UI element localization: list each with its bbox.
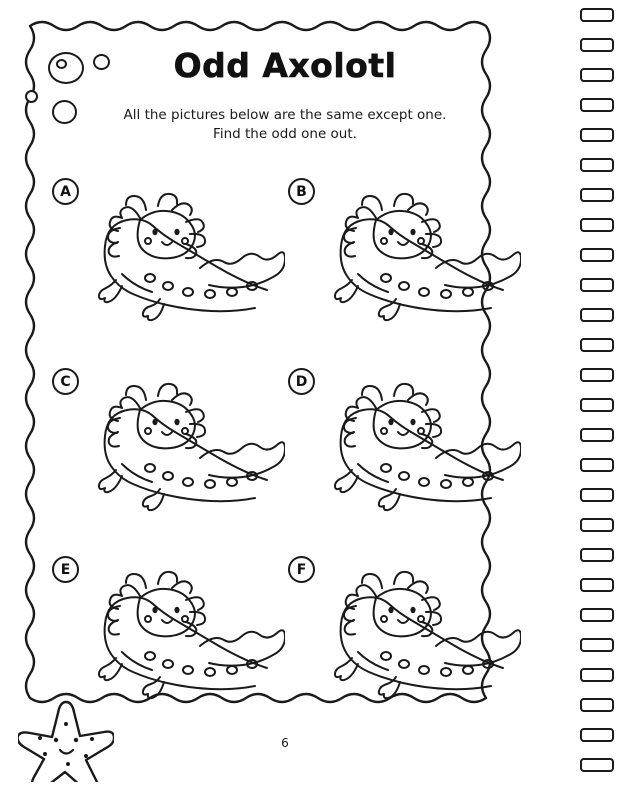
puzzle-option[interactable]: [274, 358, 522, 541]
option-label-e: E: [52, 556, 79, 583]
puzzle-option[interactable]: [274, 546, 522, 729]
puzzle-option[interactable]: [274, 168, 522, 351]
puzzle-option[interactable]: [38, 358, 286, 541]
spiral-ring: [580, 68, 614, 82]
spiral-ring: [580, 188, 614, 202]
option-label-b: B: [288, 178, 315, 205]
spiral-ring: [580, 398, 614, 412]
spiral-ring: [580, 638, 614, 652]
axolotl-illustration-d: [296, 366, 521, 536]
page-number: 6: [281, 736, 289, 750]
option-label-d: D: [288, 368, 315, 395]
spiral-ring: [580, 8, 614, 22]
spiral-ring: [580, 158, 614, 172]
option-label-f: F: [288, 556, 315, 583]
axolotl-illustration-a: [60, 176, 285, 346]
axolotl-illustration-c: [60, 366, 285, 536]
spiral-ring: [580, 98, 614, 112]
spiral-ring: [580, 278, 614, 292]
spiral-ring: [580, 458, 614, 472]
page-title: Odd Axolotl: [173, 46, 397, 85]
spiral-ring: [580, 218, 614, 232]
spiral-ring: [580, 428, 614, 442]
puzzle-grid: [38, 168, 534, 718]
spiral-binding: [570, 0, 620, 800]
spiral-ring: [580, 758, 614, 772]
spiral-ring: [580, 338, 614, 352]
spiral-ring: [580, 518, 614, 532]
spiral-ring: [580, 608, 614, 622]
spiral-ring: [580, 698, 614, 712]
option-label-c: C: [52, 368, 79, 395]
spiral-ring: [580, 488, 614, 502]
instructions-line-2: Find the odd one out.: [213, 126, 357, 142]
spiral-ring: [580, 248, 614, 262]
puzzle-option[interactable]: [38, 168, 286, 351]
spiral-ring: [580, 308, 614, 322]
instructions: [0, 106, 570, 144]
spiral-ring: [580, 38, 614, 52]
spiral-ring: [580, 668, 614, 682]
option-label-a: A: [52, 178, 79, 205]
spiral-ring: [580, 578, 614, 592]
axolotl-illustration-b: [296, 176, 521, 346]
spiral-ring: [580, 728, 614, 742]
axolotl-illustration-f: [296, 554, 521, 724]
spiral-ring: [580, 368, 614, 382]
instructions-line-1: All the pictures below are the same except one.: [123, 107, 447, 123]
spiral-ring: [580, 548, 614, 562]
spiral-ring: [580, 128, 614, 142]
bubble-icon: [25, 90, 38, 103]
